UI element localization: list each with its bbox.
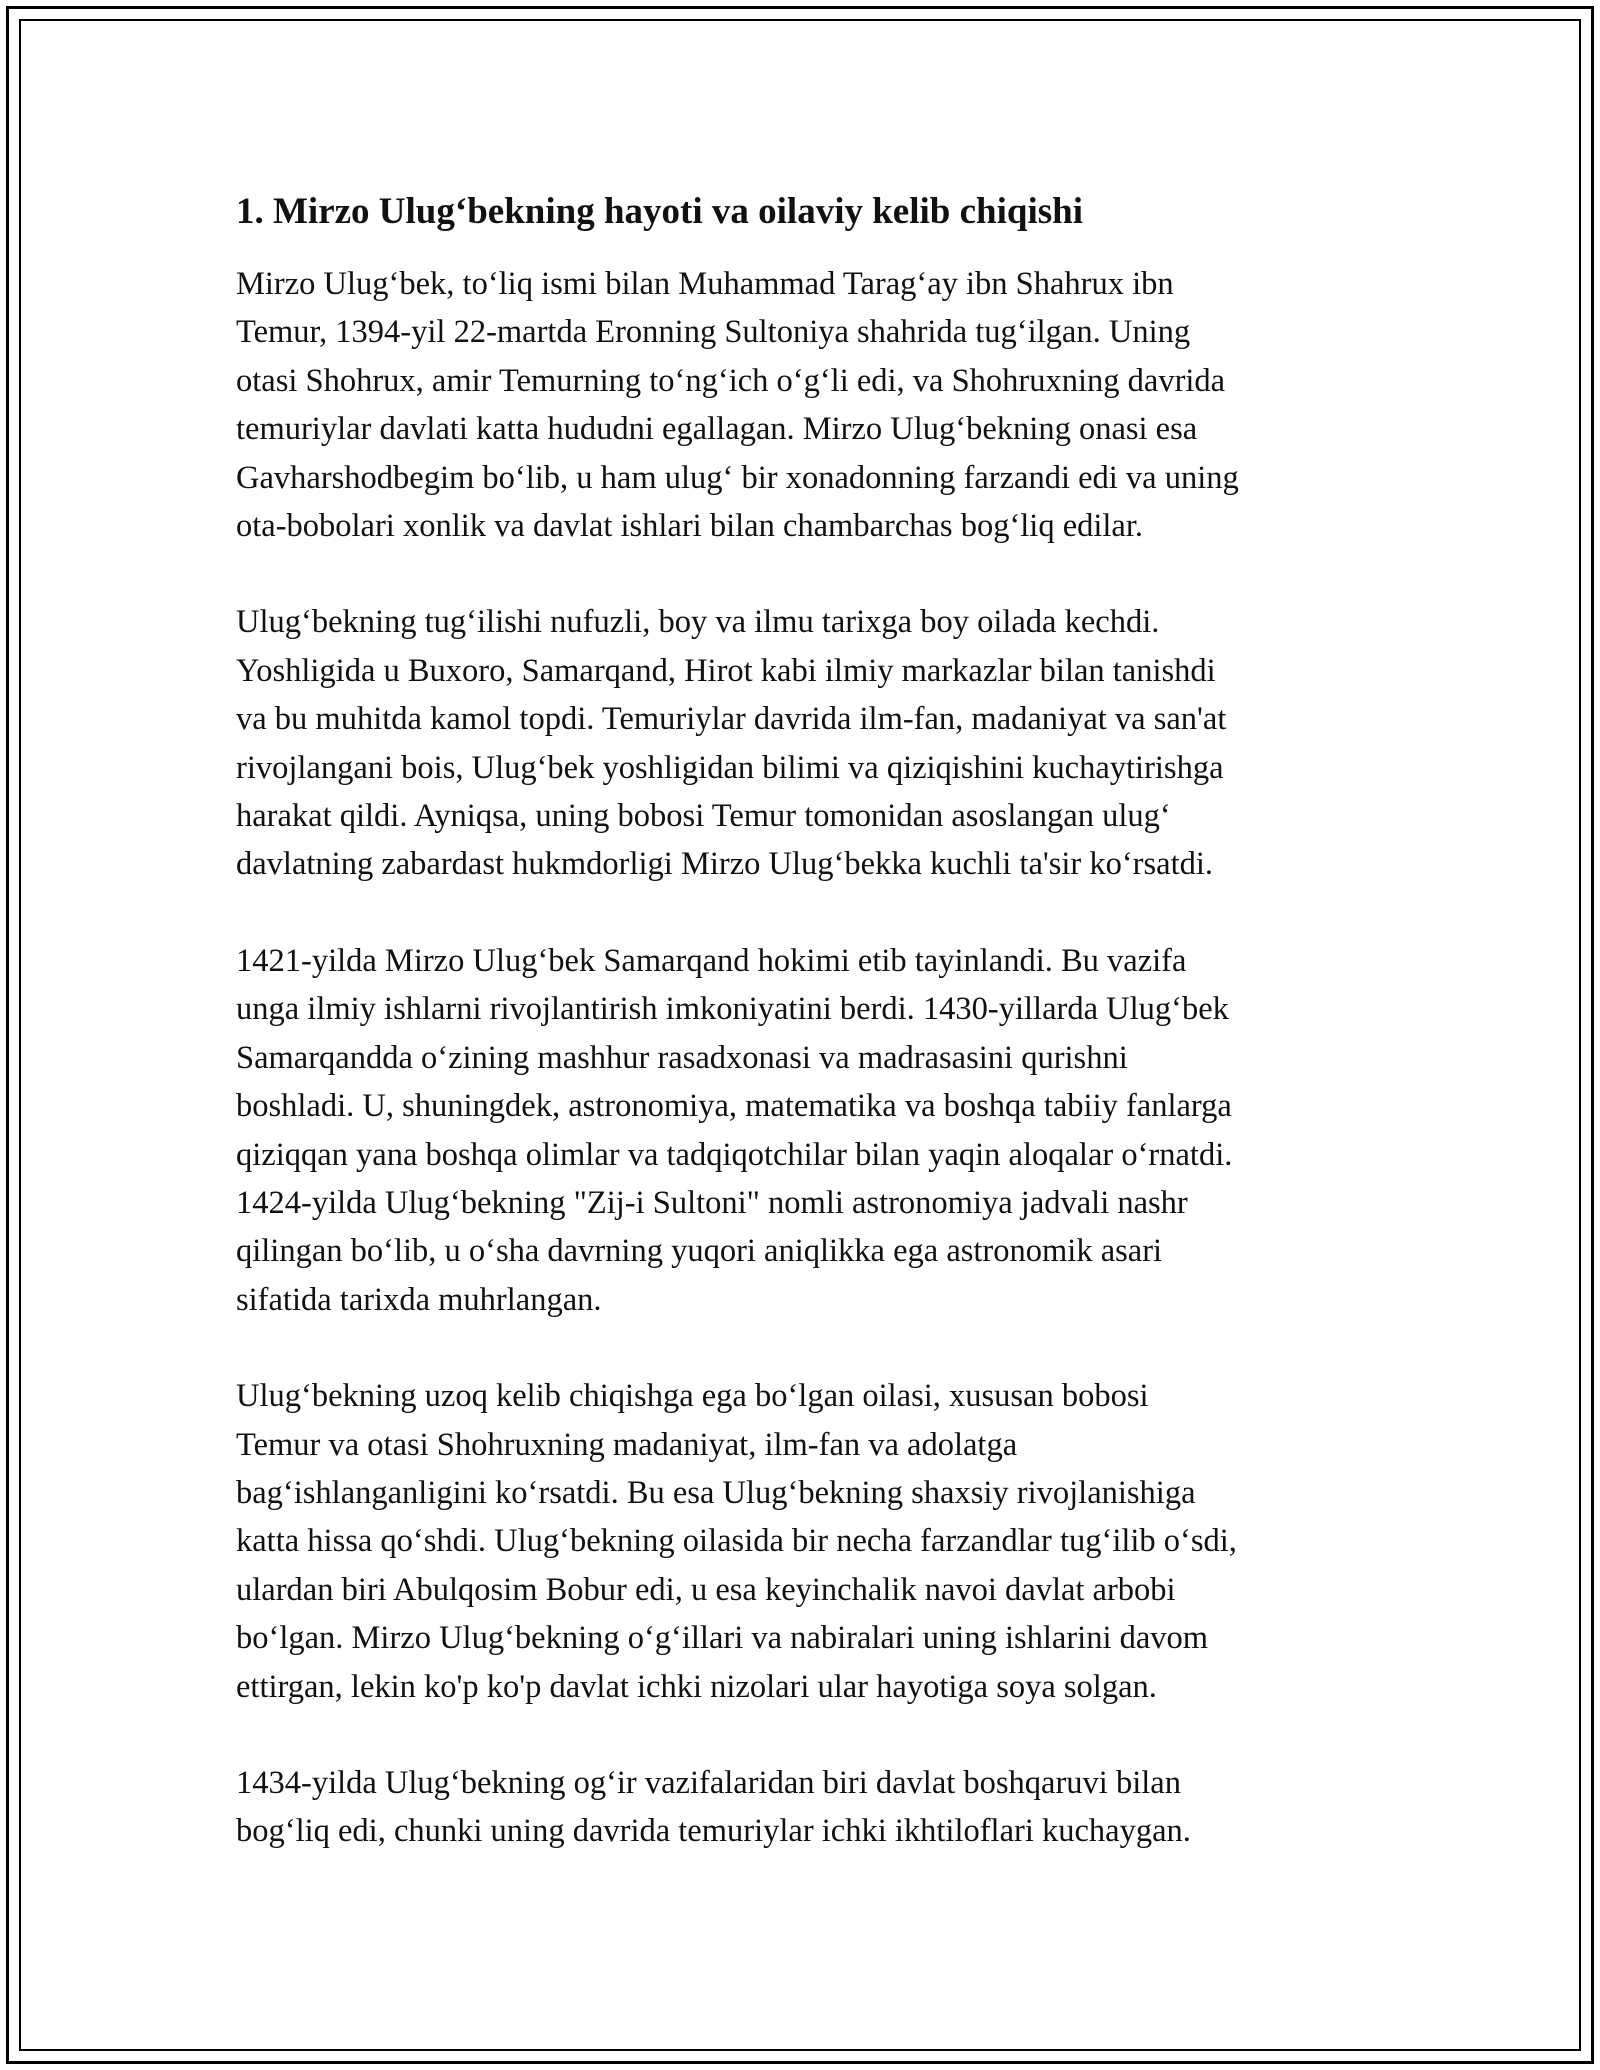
paragraph-line: boshladi. U, shuningdek, astronomiya, matematika va boshqa tabiiy fanlarga: [236, 1088, 1232, 1125]
paragraph: [236, 260, 1396, 550]
paragraph-line: bog‘liq edi, chunki uning davrida temuriylar ichki ikhtiloflari kuchaygan.: [236, 1813, 1191, 1850]
paragraph-line: harakat qildi. Ayniqsa, uning bobosi Temur tomonidan asoslangan ulug‘: [236, 798, 1171, 835]
paragraph-line: Temur va otasi Shohruxning madaniyat, ilm-fan va adolatga: [236, 1426, 1018, 1463]
paragraph-line: qilingan bo‘lib, u o‘sha davrning yuqori aniqlikka ega astronomik asari: [236, 1233, 1163, 1270]
paragraph-line: qiziqqan yana boshqa olimlar va tadqiqotchilar bilan yaqin aloqalar o‘rnatdi.: [236, 1136, 1233, 1173]
paragraph-line: otasi Shohrux, amir Temurning to‘ng‘ich o‘g‘li edi, va Shohruxning davrida: [236, 362, 1226, 399]
section-heading: 1. Mirzo Ulug‘bekning hayoti va oilaviy kelib chiqishi: [236, 191, 1084, 232]
paragraph-line: Yoshligida u Buxoro, Samarqand, Hirot kabi ilmiy markazlar bilan tanishdi: [236, 652, 1216, 689]
paragraph-list: [236, 260, 1396, 1856]
paragraph-line: ota-bobolari xonlik va davlat ishlari bilan chambarchas bog‘liq edilar.: [236, 508, 1144, 545]
paragraph-line: bag‘ishlanganligini ko‘rsatdi. Bu esa Ulug‘bekning shaxsiy rivojlanishiga: [236, 1474, 1196, 1511]
document-body: [236, 188, 1396, 1904]
paragraph-line: Samarqandda o‘zining mashhur rasadxonasi va madrasasini qurishni: [236, 1039, 1128, 1076]
paragraph-line: 1434-yilda Ulug‘bekning og‘ir vazifalaridan biri davlat boshqaruvi bilan: [236, 1764, 1181, 1801]
paragraph-line: rivojlangani bois, Ulug‘bek yoshligidan bilimi va qiziqishini kuchaytirishga: [236, 749, 1224, 786]
paragraph-line: bo‘lgan. Mirzo Ulug‘bekning o‘g‘illari va nabiralari uning ishlarini davom: [236, 1620, 1209, 1657]
paragraph: [236, 1372, 1396, 1711]
paragraph: [236, 937, 1396, 1324]
paragraph-line: temuriylar davlati katta hududni egallagan. Mirzo Ulug‘bekning onasi esa: [236, 411, 1198, 448]
paragraph-line: katta hissa qo‘shdi. Ulug‘bekning oilasida bir necha farzandlar tug‘ilib o‘sdi,: [236, 1523, 1237, 1560]
paragraph-line: Ulug‘bekning uzoq kelib chiqishga ega bo‘lgan oilasi, xususan bobosi: [236, 1378, 1149, 1415]
paragraph: [236, 1759, 1396, 1856]
paragraph: [236, 598, 1396, 888]
paragraph-line: Gavharshodbegim bo‘lib, u ham ulug‘ bir xonadonning farzandi edi va uning: [236, 459, 1239, 496]
paragraph-line: unga ilmiy ishlarni rivojlantirish imkoniyatini berdi. 1430-yillarda Ulug‘bek: [236, 991, 1229, 1028]
paragraph-line: davlatning zabardast hukmdorligi Mirzo Ulug‘bekka kuchli ta'sir ko‘rsatdi.: [236, 846, 1213, 883]
paragraph-line: Temur, 1394-yil 22-martda Eronning Sultoniya shahrida tug‘ilgan. Uning: [236, 314, 1191, 351]
paragraph-line: sifatida tarixda muhrlangan.: [236, 1281, 602, 1318]
paragraph-line: Mirzo Ulug‘bek, to‘liq ismi bilan Muhammad Tarag‘ay ibn Shahrux ibn: [236, 266, 1174, 302]
paragraph-line: ettirgan, lekin ko'p ko'p davlat ichki nizolari ular hayotiga soya solgan.: [236, 1668, 1157, 1705]
paragraph-line: va bu muhitda kamol topdi. Temuriylar davrida ilm-fan, madaniyat va san'at: [236, 701, 1227, 738]
paragraph-line: 1424-yilda Ulug‘bekning "Zij-i Sultoni" nomli astronomiya jadvali nashr: [236, 1184, 1188, 1221]
paragraph-line: Ulug‘bekning tug‘ilishi nufuzli, boy va ilmu tarixga boy oilada kechdi.: [236, 604, 1160, 641]
paragraph-line: ulardan biri Abulqosim Bobur edi, u esa keyinchalik navoi davlat arbobi: [236, 1571, 1176, 1608]
paragraph-line: 1421-yilda Mirzo Ulug‘bek Samarqand hokimi etib tayinlandi. Bu vazifa: [236, 942, 1187, 979]
